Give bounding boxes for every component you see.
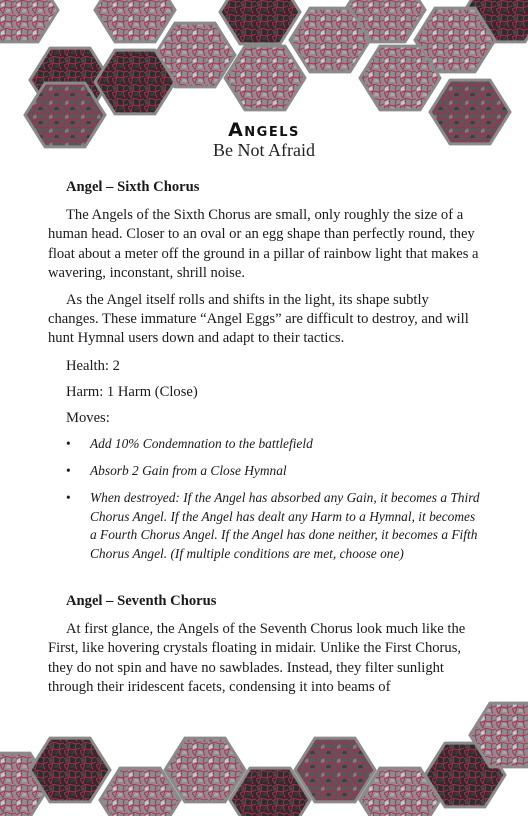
hexagon-tile — [165, 738, 245, 802]
health-stat: Health: 2 — [66, 357, 120, 374]
bullet-icon: • — [66, 436, 71, 452]
page-header — [0, 120, 528, 160]
bullet-icon: • — [66, 463, 71, 479]
paragraph: The Angels of the Sixth Chorus are small, only roughly the size of a human head. Closer to an oval or an egg shape than perfectly round, they float about a meter off the ground in a pillar of rainbow light that makes a wavering, inconstant, shrill noise. — [48, 207, 479, 281]
list-item: • When destroyed: If the Angel has absorbed any Gain, it becomes a Third Chorus Angel. If the Angel has dealt any Harm to a Hymnal, it becomes a Fourth Chorus Angel. If the Angel has done neither, it becomes a Fifth Chorus Angel. (If multiple conditions are met, choose one) — [66, 489, 480, 562]
paragraph: As the Angel itself rolls and shifts in the light, its shape subtly changes. These immature “Angel Eggs” are difficult to destroy, and will hunt Hymnal users down and adapt to their tactics. — [48, 292, 469, 347]
section-heading: Angel – Seventh Chorus — [66, 593, 217, 610]
page-subtitle: Be Not Afraid — [213, 140, 315, 160]
hexagon-tile — [225, 46, 305, 110]
bullet-icon: • — [66, 489, 71, 505]
page-title: Angels — [228, 119, 300, 141]
harm-stat: Harm: 1 Harm (Close) — [66, 383, 198, 400]
hexagon-tile — [0, 0, 58, 42]
paragraph: At first glance, the Angels of the Seventh Chorus look much like the First, like hovering crystals floating in midair. Unlike the First Chorus, they do not spin and have no sawblades. Instead, they filter sunlight through their iridescent facets, condensing it into beams of — [48, 621, 466, 695]
body-text — [48, 178, 482, 705]
section-heading: Angel – Sixth Chorus — [66, 179, 200, 195]
list-item: • Add 10% Condemnation to the battlefield — [48, 435, 482, 454]
moves-label: Moves: — [66, 410, 110, 427]
hexagon-tile — [295, 738, 375, 802]
list-item: • Absorb 2 Gain from a Close Hymnal — [48, 462, 482, 481]
hexagon-tile — [220, 0, 300, 44]
hexagon-tile — [95, 0, 175, 42]
moves-list — [48, 435, 482, 564]
